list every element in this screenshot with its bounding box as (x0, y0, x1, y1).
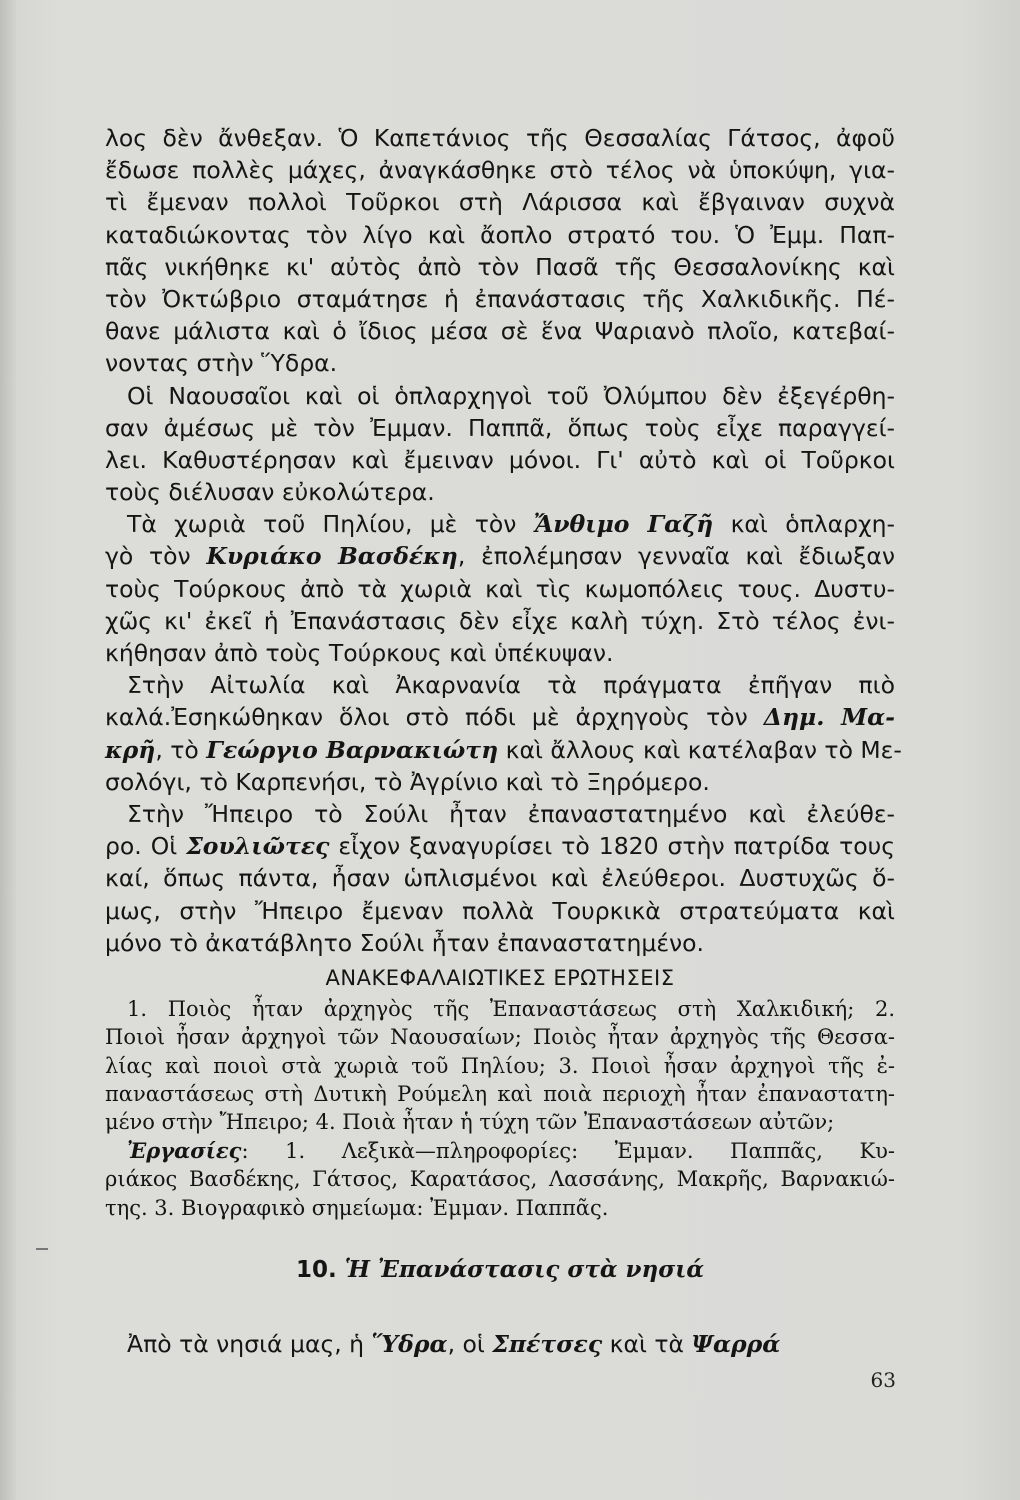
question-line: λίας καὶ ποιοὶ στὰ χωριὰ τοῦ Πηλίου; 3. Ποιοὶ ἦσαν ἀρχηγοὶ τῆς ἐ- (105, 1053, 895, 1078)
text-line: τὶ ἔμεναν πολλοὶ Τοῦρκοι στὴ Λάρισσα καὶ ἔβγαιναν συχνὰ (105, 188, 895, 217)
chapter-number: 10. (295, 1257, 337, 1283)
text-line: τοὺς Τούρκους ἀπὸ τὰ χωριὰ καὶ τὶς κωμοπόλεις τους. Δυστυ- (105, 574, 895, 603)
text-run: καὶ τὰ (602, 1330, 692, 1358)
text-run: : 1. Λεξικὰ—πληροφορίες: Ἐμμαν. Παππᾶς, Κυ- (241, 1138, 895, 1163)
exercises-line: ριάκος Βασδέκης, Γάτσος, Καρατάσος, Λασσάνης, Μακρῆς, Βαρνακιώ- (105, 1167, 895, 1192)
question-line: μένο στὴν Ἤπειρο; 4. Ποιὰ ἦταν ἡ τύχη τῶν Ἐπαναστάσεων αὐτῶν; (105, 1110, 835, 1135)
text-run: γὸ τὸν (105, 542, 207, 571)
chapter-title: Ἡ Ἐπανάστασις στὰ νησιά (344, 1256, 705, 1283)
question-line: παναστάσεως στὴ Δυτικὴ Ρούμελη καὶ ποιὰ περιοχὴ ἦταν ἐπαναστατη- (105, 1082, 895, 1107)
text-line: Στὴν Αἰτωλία καὶ Ἀκαρνανία τὰ πράγματα ἐπῆγαν πιὸ (127, 671, 895, 700)
emphasized-name: Σουλιῶτες (186, 832, 330, 861)
text-run: , οἱ (447, 1330, 493, 1358)
review-questions-heading: ΑΝΑΚΕΦΑΛΑΙΩΤΙΚΕΣ ΕΡΩΤΗΣΕΙΣ (325, 965, 675, 990)
page-number: 63 (870, 1368, 896, 1392)
text-line (105, 701, 895, 733)
text-line (105, 734, 902, 766)
text-line: πᾶς νικήθηκε κι' αὐτὸς ἀπὸ τὸν Πασᾶ τῆς Θεσσαλονίκης καὶ (105, 252, 895, 281)
text-line (105, 830, 895, 862)
text-line: μως, στὴν Ἤπειρο ἔμεναν πολλὰ Τουρκικὰ στρατεύματα καὶ (105, 896, 895, 925)
text-line: σαν ἀμέσως μὲ τὸν Ἐμμαν. Παππᾶ, ὅπως τοὺς εἶχε παραγγεί- (105, 413, 895, 442)
text-line: τὸν Ὀκτώβριο σταμάτησε ἡ ἐπανάστασις τῆς Χαλκιδικῆς. Πέ- (105, 284, 895, 313)
text-line: σολόγι, τὸ Καρπενήσι, τὸ Ἀγρίνιο καὶ τὸ Ξηρόμερο. (105, 767, 710, 796)
emphasized-name: Ψαρρά (691, 1330, 781, 1358)
text-line: χῶς κι' ἐκεῖ ἡ Ἐπανάστασις δὲν εἶχε καλὴ τύχη. Στὸ τέλος ἐνι- (105, 606, 895, 635)
text-line: καταδιώκοντας τὸν λίγο καὶ ἄοπλο στρατό του. Ὁ Ἐμμ. Παπ- (105, 220, 895, 249)
text-line (105, 508, 895, 540)
text-line: λος δὲν ἄνθεξαν. Ὁ Καπετάνιος τῆς Θεσσαλίας Γάτσος, ἀφοῦ (105, 124, 895, 152)
emphasized-name: Δημ. Μα- (763, 703, 895, 732)
question-line: Ποιοὶ ἦσαν ἀρχηγοὶ τῶν Ναουσαίων; Ποιὸς ἦταν ἀρχηγὸς τῆς Θεσσα- (105, 1025, 895, 1050)
emphasized-name: κρῆ (105, 735, 156, 764)
text-run: καλά.Ἐσηκώθηκαν ὅλοι στὸ πόδι μὲ ἀρχηγοὺς τὸν (105, 703, 764, 732)
emphasized-name: Γεώργιο Βαρνακιώτη (206, 735, 499, 764)
emphasized-name: Ὕδρα (371, 1330, 448, 1358)
exercises-label: Ἐργασίες (127, 1137, 242, 1163)
text-line: Στὴν Ἤπειρο τὸ Σούλι ἦταν ἐπαναστατημένο καὶ ἐλεύθε- (127, 799, 895, 828)
body-text (105, 122, 902, 1360)
text-line: Οἱ Ναουσαῖοι καὶ οἱ ὁπλαρχηγοὶ τοῦ Ὀλύμπου δὲν ἐξεγέρθη- (127, 381, 895, 410)
exercises-line: της. 3. Βιογραφικὸ σημείωμα: Ἐμμαν. Παππᾶς. (105, 1195, 609, 1220)
review-questions (105, 995, 895, 1222)
text-run: καὶ ὁπλαρχη- (713, 510, 895, 539)
exercises-line (105, 1137, 895, 1165)
text-line: κήθησαν ἀπὸ τοὺς Τούρκους καὶ ὑπέκυψαν. (105, 639, 614, 667)
emphasized-name: Ἄνθιμο Γαζῆ (533, 510, 714, 539)
text-line: ἔδωσε πολλὲς μάχες, ἀναγκάσθηκε στὸ τέλος νὰ ὑποκύψη, για- (105, 156, 895, 185)
emphasized-name: Κυριάκο Βασδέκη (206, 542, 458, 571)
text-run: ρο. Οἱ (105, 832, 187, 861)
text-run: , ἐπολέμησαν γενναῖα καὶ ἔδιωξαν (457, 542, 895, 571)
text-line: τοὺς διέλυσαν εὐκολώτερα. (105, 478, 435, 507)
text-run: Τὰ χωριὰ τοῦ Πηλίου, μὲ τὸν (127, 510, 534, 539)
question-line: 1. Ποιὸς ἦταν ἀρχηγὸς τῆς Ἐπαναστάσεως στὴ Χαλκιδική; 2. (127, 996, 895, 1021)
text-line: μόνο τὸ ἀκατάβλητο Σούλι ἦταν ἐπαναστατημένο. (105, 928, 705, 957)
emphasized-name: Σπέτσες (492, 1330, 603, 1358)
text-run: Ἀπὸ τὰ νησιά μας, ἡ (127, 1330, 372, 1358)
text-line (105, 1328, 895, 1360)
text-line (105, 540, 895, 572)
text-line: θανε μάλιστα καὶ ὁ ἴδιος μέσα σὲ ἕνα Ψαριανὸ πλοῖο, κατεβαί- (105, 317, 895, 346)
chapter-heading (105, 1250, 895, 1290)
text-run: εἶχον ξαναγυρίσει τὸ 1820 στὴν πατρίδα τους (329, 832, 895, 861)
text-line: καί, ὅπως πάντα, ἦσαν ὡπλισμένοι καὶ ἐλεύθεροι. Δυστυχῶς ὅ- (105, 864, 895, 893)
text-run: , τὸ (155, 735, 207, 764)
text-line: λει. Καθυστέρησαν καὶ ἔμειναν μόνοι. Γι' αὐτὸ καὶ οἱ Τοῦρκοι (105, 445, 895, 474)
margin-mark (36, 1248, 48, 1250)
text-line: νοντας στὴν Ὕδρα. (105, 349, 338, 378)
text-run: καὶ ἄλλους καὶ κατέλαβαν τὸ Με- (498, 735, 902, 764)
